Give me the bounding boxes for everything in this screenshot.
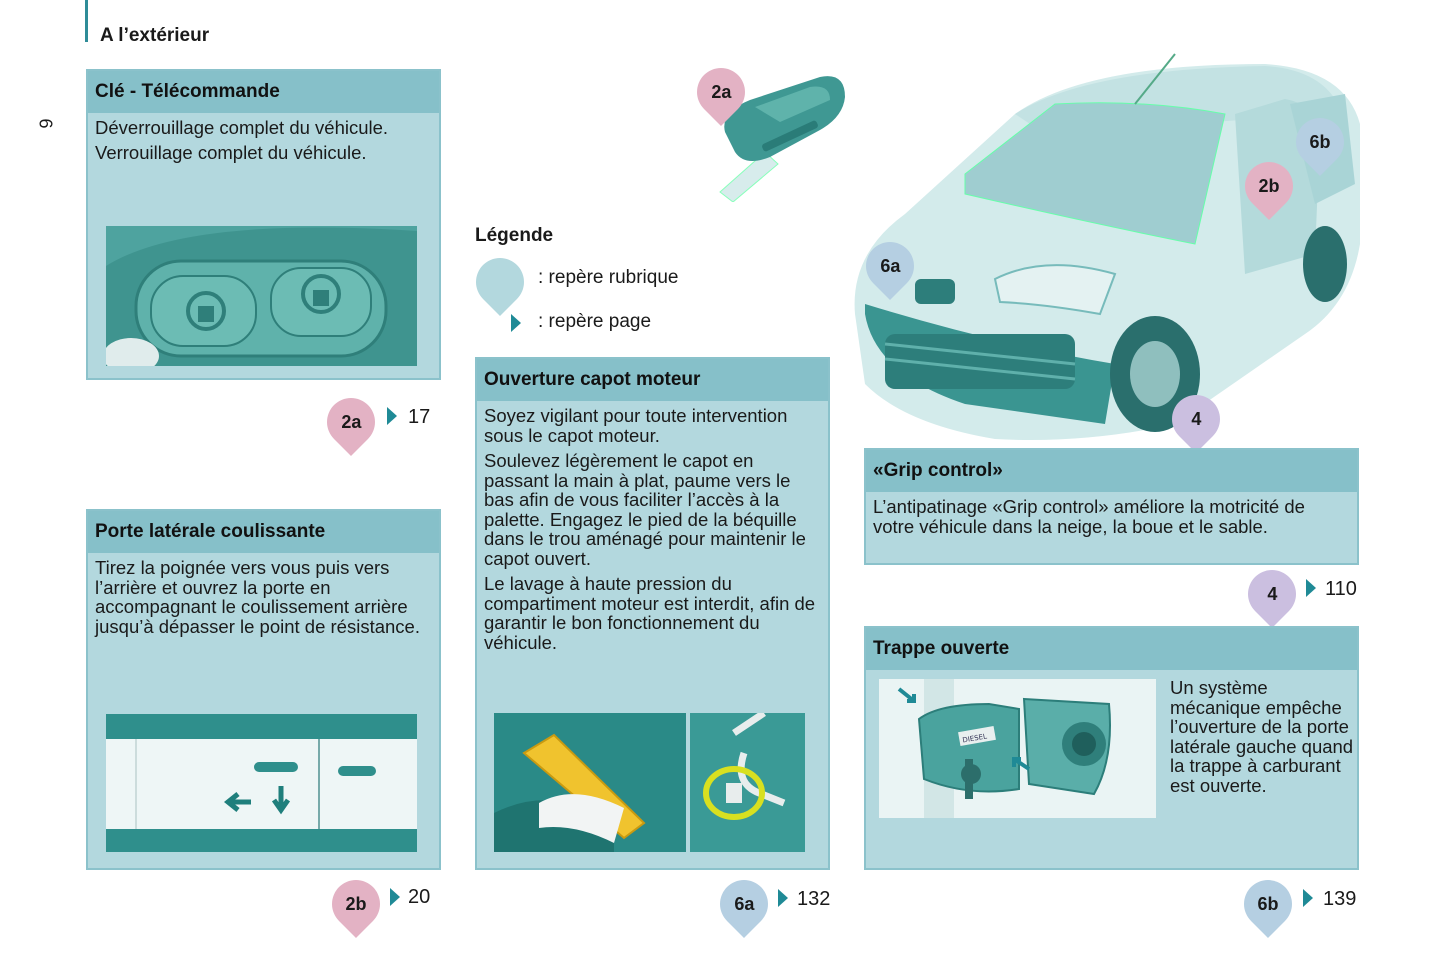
car-illustration bbox=[845, 44, 1370, 444]
car-marker-4: 4 bbox=[1162, 385, 1230, 453]
legend-rubric-marker-icon bbox=[466, 248, 534, 316]
car-marker-2b: 2b bbox=[1235, 152, 1303, 220]
lock-text: Verrouillage complet du véhicule. bbox=[95, 141, 367, 163]
section-text: Un système mécanique empêche l’ouverture de la porte latérale gauche quand la trappe à carburant est ouverte. bbox=[1170, 677, 1354, 796]
section-title: Clé - Télécommande bbox=[88, 71, 439, 113]
car-marker-6b: 6b bbox=[1286, 108, 1354, 176]
section-title: Ouverture capot moteur bbox=[477, 359, 828, 401]
header-accent-bar bbox=[85, 0, 88, 42]
car-marker-2a: 2a bbox=[687, 58, 755, 126]
car-marker-6a: 6a bbox=[856, 232, 924, 300]
capot-paragraph-3: Le lavage à haute pression du compartiment moteur est interdit, afin de garantir le bon fonctionnement du véhicule. bbox=[484, 573, 816, 653]
legend-rubric-text: : repère rubrique bbox=[538, 267, 679, 288]
rubric-badge-4: 4 bbox=[1238, 560, 1306, 628]
page-arrow-icon bbox=[778, 889, 788, 907]
rubric-badge-6b: 6b bbox=[1234, 870, 1302, 938]
section-text: L’antipatinage «Grip control» améliore la motricité de votre véhicule dans la neige, la boue et le sable. bbox=[873, 496, 1305, 537]
section-title: «Grip control» bbox=[866, 450, 1357, 492]
page-number: 6 bbox=[35, 118, 56, 129]
page-ref-110[interactable]: 110 bbox=[1325, 578, 1357, 600]
page-ref-17[interactable]: 17 bbox=[408, 406, 431, 428]
section-text: Tirez la poignée vers vous puis vers l’arrière et ouvrez la porte en accompagnant le coulissement arrière jusqu’à dépasser le point de résistance. bbox=[95, 557, 420, 637]
capot-paragraph-1: Soyez vigilant pour toute intervention sous le capot moteur. bbox=[484, 405, 788, 446]
page-arrow-icon bbox=[387, 407, 397, 425]
section-text bbox=[88, 113, 439, 162]
section-title: Porte latérale coulissante bbox=[88, 511, 439, 553]
capot-paragraph-2: Soulevez légèrement le capot en passant la main à plat, paume vers le bas afin de vous faciliter l’accès à la palette. Engagez le pied de la béquille dans le trou aménagé pour maintenir le capot ouvert. bbox=[484, 450, 806, 569]
rubric-badge-6a: 6a bbox=[710, 870, 778, 938]
section-title: Trappe ouverte bbox=[866, 628, 1357, 670]
page-arrow-icon bbox=[1303, 889, 1313, 907]
page-ref-132[interactable]: 132 bbox=[797, 888, 831, 910]
legend-title: Légende bbox=[475, 225, 554, 246]
page-arrow-icon bbox=[1306, 579, 1316, 597]
unlock-text: Déverrouillage complet du véhicule. bbox=[95, 117, 389, 138]
sliding-door-illustration bbox=[106, 714, 417, 852]
rubric-badge-2a: 2a bbox=[317, 388, 385, 456]
page-arrow-icon bbox=[390, 888, 400, 906]
page-title: A l’extérieur bbox=[100, 25, 210, 46]
key-fob-illustration bbox=[660, 72, 850, 202]
hood-latch-illustration bbox=[494, 713, 805, 852]
page-ref-139[interactable]: 139 bbox=[1323, 888, 1357, 910]
page-ref-20[interactable]: 20 bbox=[408, 886, 431, 908]
fuel-cap-label: DIESEL bbox=[961, 732, 988, 745]
rubric-badge-2b: 2b bbox=[322, 870, 390, 938]
section-text bbox=[477, 401, 828, 652]
section-grip-control bbox=[864, 448, 1359, 565]
legend-page-arrow-icon bbox=[511, 314, 521, 332]
remote-buttons-illustration bbox=[106, 226, 417, 366]
legend-page-text: : repère page bbox=[538, 311, 652, 332]
fuel-flap-illustration bbox=[879, 679, 1156, 818]
